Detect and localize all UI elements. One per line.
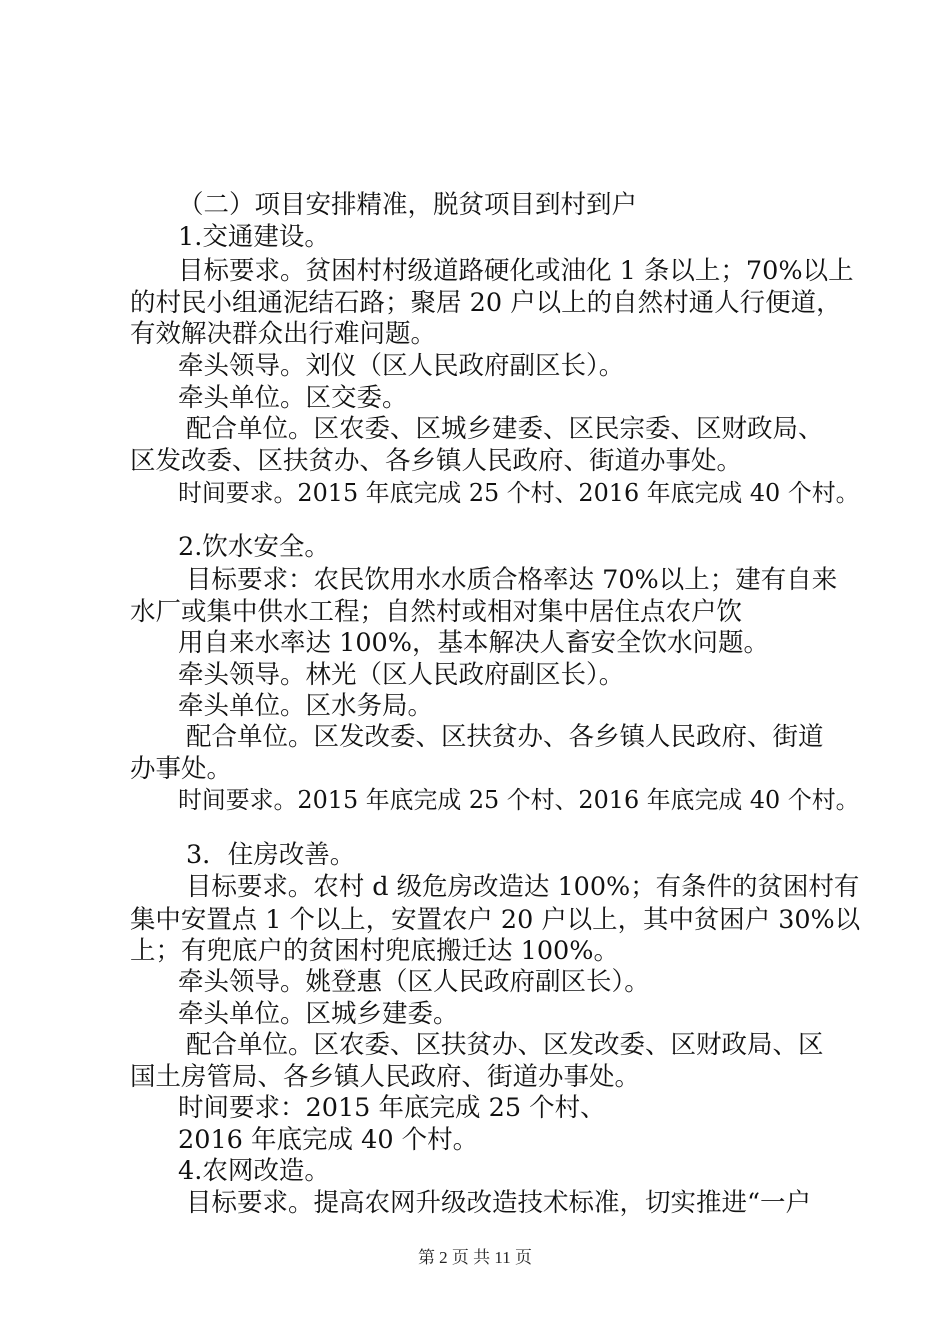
text-line: 目标要求。农村 d 级危房改造达 100%；有条件的贫困村有	[186, 872, 860, 902]
text-line: 区发改委、区扶贫办、各乡镇人民政府、街道办事处。	[130, 446, 743, 476]
text-line: 4.农网改造。	[178, 1156, 330, 1186]
text-line: 目标要求。提高农网升级改造技术标准，切实推进“一户	[186, 1188, 812, 1218]
text-line: 牵头领导。刘仪（区人民政府副区长）。	[178, 351, 625, 381]
text-line: 配合单位。区发改委、区扶贫办、各乡镇人民政府、街道	[186, 722, 824, 752]
text-line: 水厂或集中供水工程；自然村或相对集中居住点农户饮	[130, 597, 743, 627]
text-line: 配合单位。区农委、区扶贫办、区发改委、区财政局、区	[186, 1030, 824, 1060]
page-footer: 第 2 页 共 11 页	[417, 1248, 533, 1267]
text-line: 有效解决群众出行难问题。	[130, 319, 437, 349]
text-line: 牵头单位。区城乡建委。	[178, 999, 459, 1029]
text-line: 配合单位。区农委、区城乡建委、区民宗委、区财政局、	[186, 414, 824, 444]
text-line: 办事处。	[130, 754, 233, 784]
text-line: 牵头领导。林光（区人民政府副区长）。	[178, 660, 625, 690]
text-line: 国土房管局、各乡镇人民政府、街道办事处。	[130, 1062, 641, 1092]
text-line: 时间要求。2015 年底完成 25 个村、2016 年底完成 40 个村。	[178, 786, 860, 814]
text-line: 目标要求：农民饮用水水质合格率达 70%以上；建有自来	[186, 565, 838, 595]
text-line: 牵头领导。姚登惠（区人民政府副区长）。	[178, 967, 650, 997]
text-line: 上；有兜底户的贫困村兜底搬迁达 100%。	[130, 936, 620, 966]
text-line: 2.饮水安全。	[178, 532, 330, 562]
text-line: 牵头单位。区水务局。	[178, 691, 434, 721]
text-line: 3．住房改善。	[186, 840, 356, 870]
text-line: 时间要求：2015 年底完成 25 个村、	[178, 1093, 606, 1123]
text-line: 的村民小组通泥结石路；聚居 20 户以上的自然村通人行便道，	[130, 288, 842, 318]
text-line: 用自来水率达 100%，基本解决人畜安全饮水问题。	[178, 628, 770, 658]
text-line: 时间要求。2015 年底完成 25 个村、2016 年底完成 40 个村。	[178, 479, 860, 507]
text-line: 集中安置点 1 个以上，安置农户 20 户以上，其中贫困户 30%以	[130, 904, 861, 934]
text-line: 目标要求。贫困村村级道路硬化或油化 1 条以上；70%以上	[178, 256, 854, 286]
text-line: 1.交通建设。	[178, 222, 330, 252]
text-line: （二）项目安排精准，脱贫项目到村到户	[178, 190, 638, 220]
text-line: 牵头单位。区交委。	[178, 383, 408, 413]
text-line: 2016 年底完成 40 个村。	[178, 1125, 479, 1155]
